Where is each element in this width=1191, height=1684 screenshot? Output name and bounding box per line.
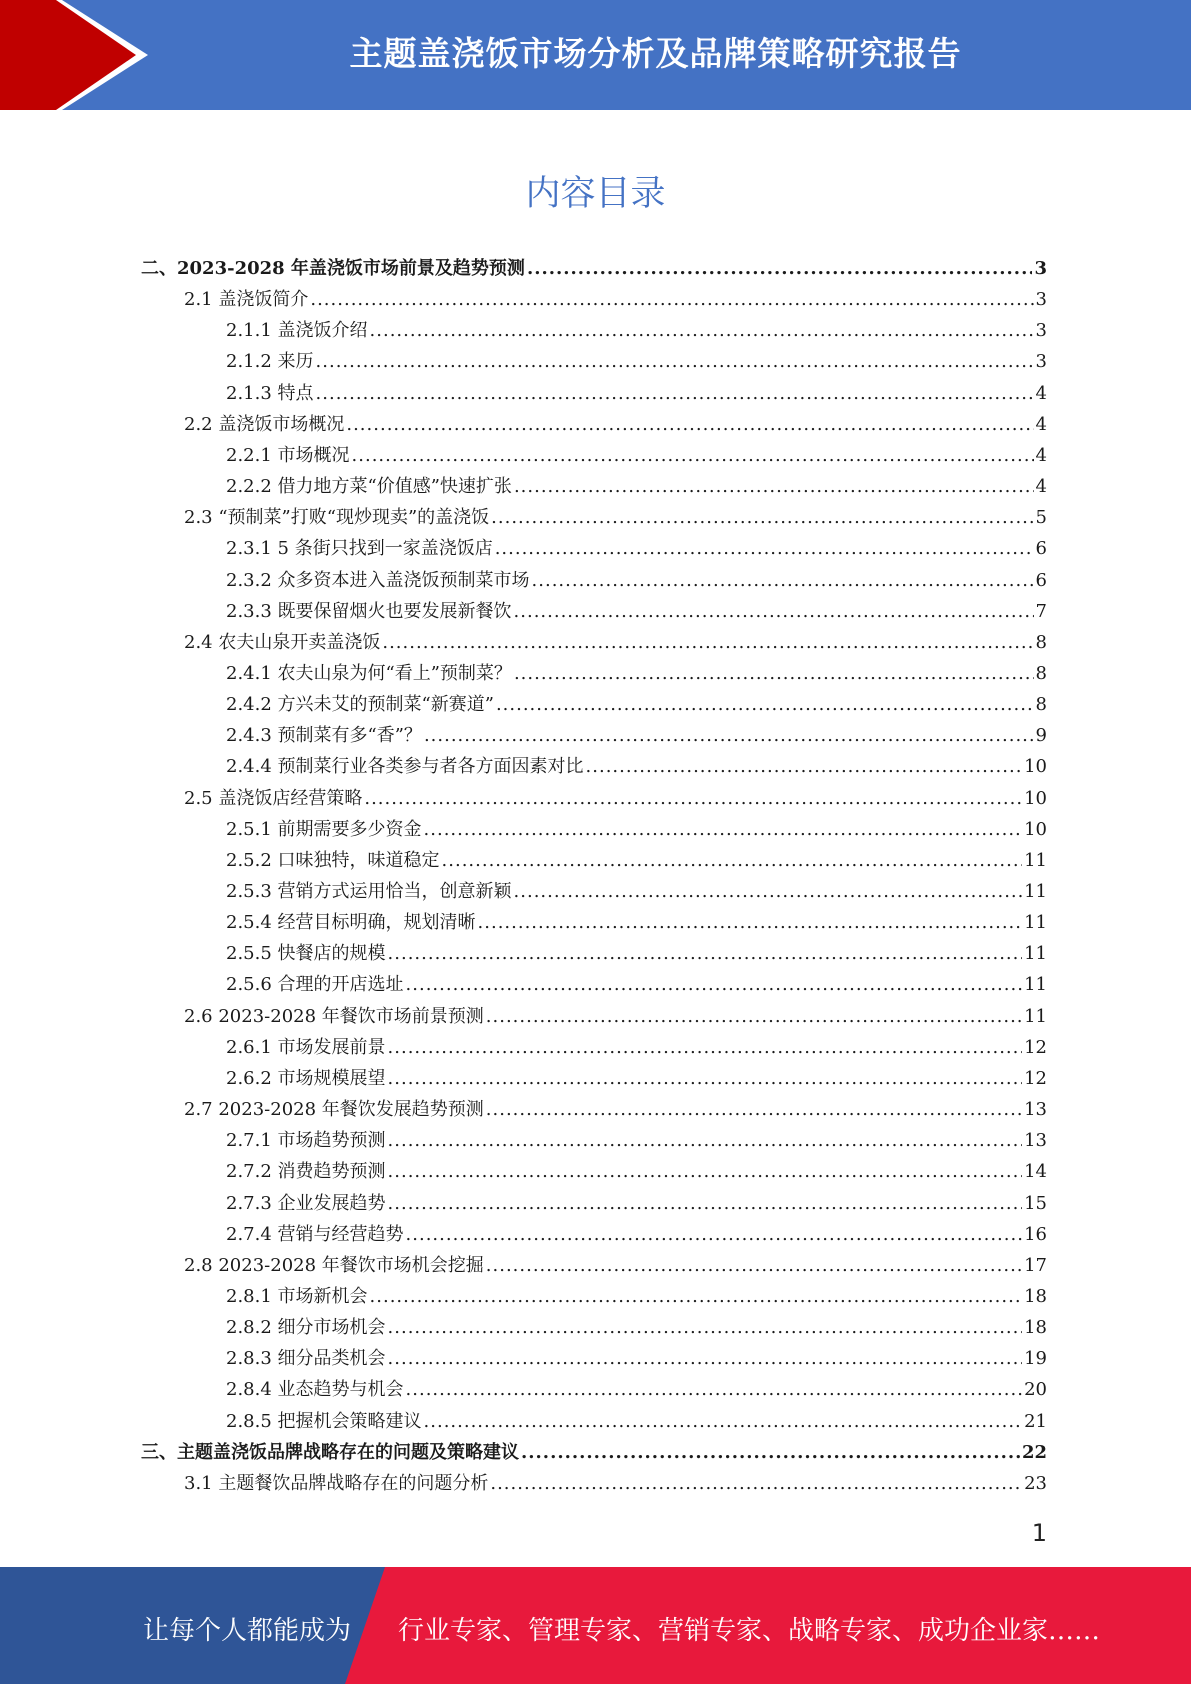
toc-dot-leader [388, 938, 1023, 969]
toc-entry-label: 2.8.2 细分市场机会 [226, 1317, 386, 1339]
toc-entry-page: 15 [1024, 1192, 1047, 1214]
toc-entry[interactable] [141, 253, 1047, 284]
toc-entry-page: 4 [1035, 476, 1047, 498]
toc-entry-label: 2.7.4 营销与经营趋势 [226, 1223, 404, 1245]
toc-entry-page: 19 [1024, 1348, 1047, 1370]
toc-entry-page: 4 [1035, 382, 1047, 404]
toc-dot-leader [424, 814, 1023, 845]
toc-entry-page: 3 [1035, 351, 1047, 373]
toc-dot-leader [521, 1437, 1020, 1468]
toc-dot-leader [486, 1094, 1022, 1125]
toc-entry[interactable] [226, 1125, 1047, 1156]
toc-dot-leader [316, 378, 1034, 409]
toc-dot-leader [478, 907, 1023, 938]
toc-entry-page: 16 [1024, 1223, 1047, 1245]
toc-entry-label: 2.1 盖浇饭简介 [184, 289, 309, 311]
toc-entry[interactable] [226, 1374, 1047, 1405]
toc-dot-leader [346, 409, 1033, 440]
toc-dot-leader [514, 471, 1034, 502]
toc-dot-leader [527, 253, 1033, 284]
toc-dot-leader [388, 1156, 1023, 1187]
page-header [0, 0, 1191, 110]
toc-dot-leader [490, 1468, 1022, 1499]
toc-dot-leader [406, 1219, 1023, 1250]
toc-entry-label: 3.1 主题餐饮品牌战略存在的问题分析 [184, 1472, 489, 1494]
toc-dot-leader [388, 1188, 1023, 1219]
footer-slogan-right: 行业专家、管理专家、营销专家、战略专家、成功企业家…… [398, 1616, 1101, 1646]
toc-entry[interactable] [226, 969, 1047, 1000]
toc-dot-leader [406, 1374, 1023, 1405]
toc-entry-page: 12 [1024, 1067, 1047, 1089]
toc-dot-leader [364, 783, 1022, 814]
toc-entry-label: 2.1.2 来历 [226, 351, 314, 373]
toc-entry-page: 13 [1024, 1099, 1047, 1121]
toc-entry[interactable] [226, 315, 1047, 346]
toc-entry-page: 12 [1024, 1036, 1047, 1058]
toc-entry-label: 2.7.2 消费趋势预测 [226, 1161, 386, 1183]
toc-dot-leader [514, 876, 1023, 907]
toc-entry-page: 5 [1035, 507, 1047, 529]
toc-entry-label: 2.5.3 营销方式运用恰当，创意新颖 [226, 881, 512, 902]
toc-entry-page: 6 [1035, 538, 1047, 560]
toc-entry-label: 2.8.5 把握机会策略建议 [226, 1410, 422, 1432]
toc-entry[interactable] [226, 1188, 1047, 1219]
toc-entry-page: 6 [1035, 569, 1047, 591]
toc-entry-page: 3 [1035, 289, 1047, 311]
toc-entry-page: 9 [1035, 725, 1047, 747]
toc-entry[interactable] [226, 751, 1047, 782]
toc-entry[interactable] [141, 1437, 1047, 1468]
toc-entry-page: 14 [1024, 1161, 1047, 1183]
toc-entry-label: 2.7.1 市场趋势预测 [226, 1130, 386, 1152]
toc-entry-label: 2.6.1 市场发展前景 [226, 1036, 386, 1058]
toc-dot-leader [442, 845, 1023, 876]
toc-dot-leader [496, 689, 1034, 720]
toc-entry[interactable] [226, 1406, 1047, 1437]
toc-heading: 内容目录 [525, 174, 666, 214]
report-title: 主题盖浇饭市场分析及品牌策略研究报告 [349, 34, 962, 73]
toc-entry-page: 20 [1024, 1379, 1047, 1401]
toc-entry-label: 2.5.2 口味独特，味道稳定 [226, 849, 440, 871]
toc-dot-leader [388, 1343, 1023, 1374]
page-number: 1 [1031, 1519, 1047, 1547]
toc-entry-page: 11 [1024, 881, 1047, 902]
toc-entry[interactable] [226, 471, 1047, 502]
toc-entry-label: 2.1.3 特点 [226, 382, 314, 404]
toc-entry-label: 2.8.4 业态趋势与机会 [226, 1379, 404, 1401]
toc-entry-label: 2.7 2023-2028 年餐饮发展趋势预测 [184, 1099, 484, 1121]
toc-entry[interactable] [226, 346, 1047, 377]
toc-entry[interactable] [226, 378, 1047, 409]
toc-entry-label: 2.3.1 5 条街只找到一家盖浇饭店 [226, 538, 493, 560]
toc-entry-label: 2.7.3 企业发展趋势 [226, 1192, 386, 1214]
toc-entry-label: 2.4.1 农夫山泉为何“看上”预制菜？ [226, 662, 512, 684]
toc-entry-label: 2.2.1 市场概况 [226, 444, 350, 466]
toc-entry[interactable] [226, 658, 1047, 689]
toc-entry[interactable] [226, 1343, 1047, 1374]
toc-entry-label: 2.8.1 市场新机会 [226, 1285, 368, 1307]
toc-entry-page: 22 [1021, 1441, 1047, 1463]
toc-entry-page: 23 [1024, 1472, 1047, 1494]
toc-dot-leader [424, 1406, 1023, 1437]
footer-slogan-left: 让每个人都能成为 [143, 1616, 352, 1646]
toc-dot-leader [316, 346, 1034, 377]
toc-entry-page: 3 [1034, 258, 1047, 279]
toc-entry[interactable] [226, 596, 1047, 627]
toc-entry-label: 2.4 农夫山泉开卖盖浇饭 [184, 631, 381, 653]
toc-entry-label: 2.1.1 盖浇饭介绍 [226, 320, 368, 342]
toc-entry[interactable] [226, 689, 1047, 720]
toc-entry-label: 2.2 盖浇饭市场概况 [184, 413, 345, 435]
toc-entry[interactable] [184, 1468, 1047, 1499]
toc-entry-label: 2.5.1 前期需要多少资金 [226, 818, 422, 840]
toc-dot-leader [514, 596, 1034, 627]
toc-entry-page: 10 [1024, 756, 1047, 778]
toc-dot-leader [310, 284, 1033, 315]
toc-dot-leader [382, 627, 1033, 658]
toc-dot-leader [370, 315, 1034, 346]
toc-entry-page: 10 [1024, 818, 1047, 840]
toc-entry-page: 7 [1035, 600, 1047, 622]
toc-entry-label: 2.3 “预制菜”打败“现炒现卖”的盖浇饭 [184, 507, 490, 529]
toc-entry[interactable] [184, 627, 1047, 658]
toc-dot-leader [491, 502, 1033, 533]
toc-dot-leader [532, 565, 1034, 596]
toc-dot-leader [514, 658, 1034, 689]
toc-entry[interactable] [226, 938, 1047, 969]
toc-entry-label: 2.5 盖浇饭店经营策略 [184, 787, 363, 809]
page-footer [0, 1567, 1191, 1684]
toc-dot-leader [424, 720, 1034, 751]
toc-entry-label: 2.3.2 众多资本进入盖浇饭预制菜市场 [226, 569, 530, 591]
toc-entry-label: 2.6 2023-2028 年餐饮市场前景预测 [184, 1005, 484, 1027]
toc-entry-page: 21 [1024, 1410, 1047, 1432]
toc-entry-page: 10 [1024, 787, 1047, 809]
toc-entry-page: 11 [1024, 1005, 1047, 1027]
toc-entry-label: 2.6.2 市场规模展望 [226, 1067, 386, 1089]
toc-entry[interactable] [226, 440, 1047, 471]
toc-entry-page: 11 [1024, 912, 1047, 934]
toc-entry-page: 11 [1024, 849, 1047, 871]
toc-dot-leader [370, 1281, 1023, 1312]
toc-entry[interactable] [226, 1156, 1047, 1187]
toc-dot-leader [388, 1125, 1023, 1156]
toc-entry-label: 2.2.2 借力地方菜“价值感”快速扩张 [226, 476, 512, 498]
toc-entry-label: 2.4.3 预制菜有多“香”？ [226, 725, 422, 747]
toc-entry-label: 2.4.2 方兴未艾的预制菜“新赛道” [226, 694, 494, 716]
toc-dot-leader [352, 440, 1034, 471]
toc-entry-label: 2.8 2023-2028 年餐饮市场机会挖掘 [184, 1254, 484, 1276]
toc-entry-label: 2.8.3 细分品类机会 [226, 1348, 386, 1370]
toc-entry-label: 2.4.4 预制菜行业各类参与者各方面因素对比 [226, 756, 584, 778]
toc-entry[interactable] [226, 720, 1047, 751]
toc-entry-page: 8 [1035, 694, 1047, 716]
toc-dot-leader [486, 1250, 1022, 1281]
toc-dot-leader [586, 751, 1023, 782]
toc-entry[interactable] [226, 907, 1047, 938]
toc-entry[interactable] [184, 1250, 1047, 1281]
toc-entry[interactable] [184, 1001, 1047, 1032]
toc-entry-page: 17 [1024, 1254, 1047, 1276]
toc-entry[interactable] [184, 284, 1047, 315]
toc-entry-label: 2.5.6 合理的开店选址 [226, 974, 404, 996]
toc-entry[interactable] [184, 502, 1047, 533]
toc-dot-leader [406, 969, 1023, 1000]
toc-entry-page: 8 [1035, 631, 1047, 653]
toc-entry[interactable] [226, 533, 1047, 564]
toc-entry-page: 8 [1035, 662, 1047, 684]
toc-entry[interactable] [226, 1219, 1047, 1250]
toc-entry[interactable] [226, 814, 1047, 845]
toc-entry-page: 4 [1035, 413, 1047, 435]
toc-entry[interactable] [226, 876, 1047, 907]
toc-entry-page: 18 [1024, 1285, 1047, 1307]
toc-entry-label: 2.5.5 快餐店的规模 [226, 943, 386, 965]
toc-entry[interactable] [226, 1281, 1047, 1312]
toc-dot-leader [388, 1063, 1023, 1094]
toc-entry-page: 18 [1024, 1317, 1047, 1339]
toc-entry-page: 3 [1035, 320, 1047, 342]
toc-dot-leader [486, 1001, 1022, 1032]
toc-entry-label: 2.5.4 经营目标明确，规划清晰 [226, 912, 476, 934]
toc-entry-label: 三、主题盖浇饭品牌战略存在的问题及策略建议 [141, 1441, 519, 1463]
toc-dot-leader [388, 1032, 1023, 1063]
toc-dot-leader [388, 1312, 1023, 1343]
toc-entry[interactable] [184, 409, 1047, 440]
toc-entry[interactable] [226, 1312, 1047, 1343]
toc-entry[interactable] [226, 565, 1047, 596]
toc-entry-label: 二、2023-2028 年盖浇饭市场前景及趋势预测 [141, 258, 525, 279]
toc-entry-page: 4 [1035, 444, 1047, 466]
toc-dot-leader [495, 533, 1034, 564]
toc-entry-page: 13 [1024, 1130, 1047, 1152]
toc-entry[interactable] [184, 1094, 1047, 1125]
toc-entry[interactable] [184, 783, 1047, 814]
toc-entry-page: 11 [1024, 974, 1047, 996]
toc-entry-page: 11 [1024, 943, 1047, 965]
toc-entry[interactable] [226, 845, 1047, 876]
toc-entry-label: 2.3.3 既要保留烟火也要发展新餐饮 [226, 600, 512, 622]
toc-entry[interactable] [226, 1063, 1047, 1094]
toc-entry[interactable] [226, 1032, 1047, 1063]
